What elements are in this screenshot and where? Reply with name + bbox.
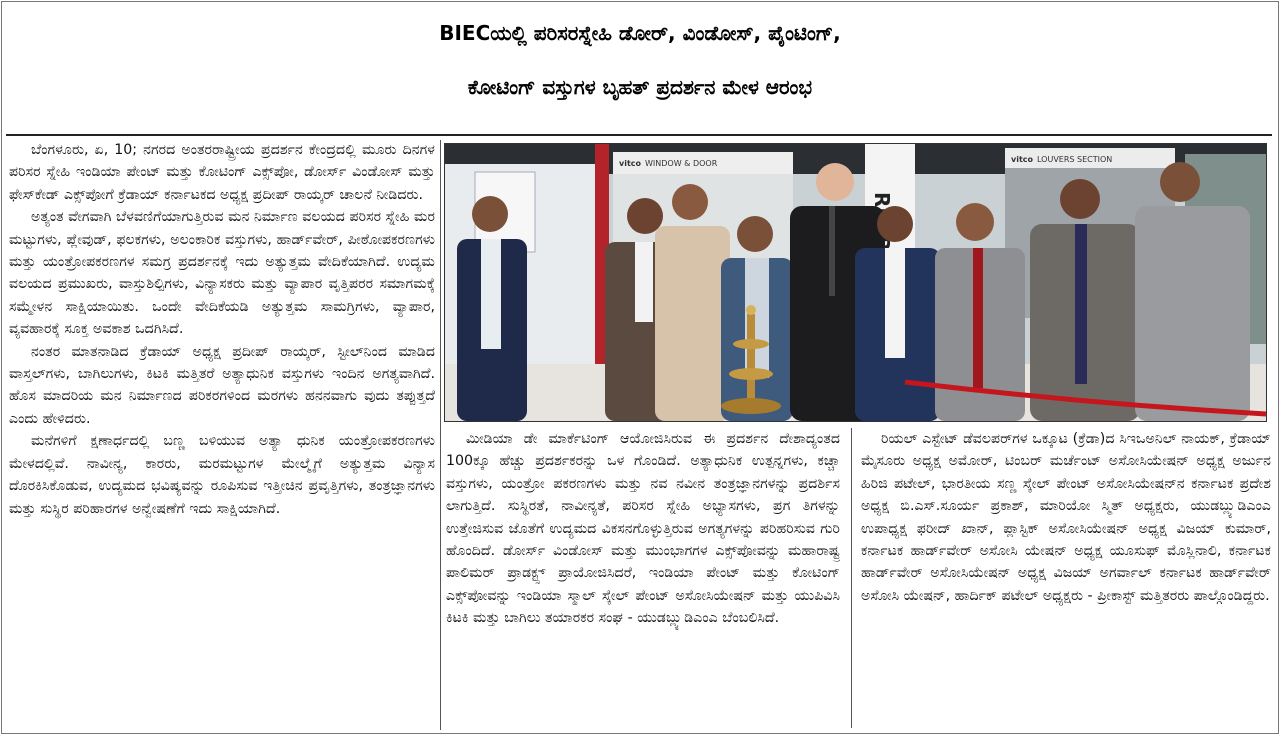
column-divider	[851, 428, 852, 728]
booth-label-right-section: LOUVERS SECTION	[1037, 155, 1113, 164]
paragraph: ರಿಯಲ್ ಎಸ್ಟೇಟ್ ಡೆವಲಪರ್‌ಗಳ ಒಕ್ಕೂಟ (ಕ್ರೆಡಾ)ದ ಸಿಇಒಅನಿಲ್ ನಾಯಕ್, ಕ್ರೆಡಾಯ್ ಮೈಸೂರು ಅಧ್ಯಕ್ಷ ಅಮೋರ್, ಟಿಂಬರ್ ಮರ್ಚೆಂಟ್ ಅಸೋಸಿಯೇಷನ್ ಅಧ್ಯಕ್ಷ ಅರ್ಜುನ ಹಿರಿಜಿ ಪಟೇಲ್, ಭಾರತೀಯ ಸಣ್ಣ ಸ್ಕೇಲ್ ಪೇಂಟ್ ಅಸೋಸಿಯೇಷನ್‌ನ ಕರ್ನಾಟಕ ಪ್ರದೇಶ ಅಧ್ಯಕ್ಷ ಬಿ.ಎಸ್.ಸೂರ್ಯ ಪ್ರಕಾಶ್, ಮಾರಿಯೋ ಸ್ಮಿತ್ ಅಧ್ಯಕ್ಷರು, ಯುಡಬ್ಲ್ಯುಡಿಎಂಎ ಉಪಾಧ್ಯಕ್ಷ ಫರೀದ್ ಖಾನ್, ಪ್ಲಾಸ್ಟಿಕ್ ಅಸೋಸಿಯೇಷನ್ ಅಧ್ಯಕ್ಷ ವಿಜಯ್ ಕುಮಾರ್, ಕರ್ನಾಟಕ ಹಾರ್ಡ್‌ವೇರ್ ಅಸೋಸಿ ಯೇಷನ್ ಅಧ್ಯಕ್ಷ ಯೂಸುಫ್ ಮೊಸ್ಲಿನಾಲಿ, ಕರ್ನಾಟಕ ಹಾರ್ಡ್‌ವೇರ್ ಅಸೋಸಿಯೇಷನ್ ಅಧ್ಯಕ್ಷ ವಿಜಯ್ ಅಗರ್ವಾಲ್ ಕರ್ನಾಟಕ ಹಾರ್ಡ್‌ವೇರ್ ಅಸೋಸಿ ಯೇಷನ್, ಹಾರ್ದಿಕ್ ಪಟೇಲ್ ಅಧ್ಯಕ್ಷರು - ಪ್ರೀಕಾಸ್ಟ್ ಮತ್ತಿತರರು ಪಾಲ್ಗೊಂಡಿದ್ದರು.	[861, 431, 1271, 604]
headline-line-1: BIECಯಲ್ಲಿ ಪರಿಸರಸ್ನೇಹಿ ಡೋರ್, ವಿಂಡೋಸ್, ಪೈಂಟಿಂಗ್,	[439, 21, 841, 45]
booth-label-left: vitco	[619, 159, 642, 168]
article-column-2	[446, 428, 840, 728]
article-column-1	[9, 139, 435, 729]
booth-label-right: vitco	[1011, 155, 1034, 164]
headline-line-2: ಕೋಟಿಂಗ್ ವಸ್ತುಗಳ ಬೃಹತ್ ಪ್ರದರ್ಶನ ಮೇಳ ಆರಂಭ	[467, 75, 813, 99]
headline	[10, 6, 1270, 114]
photo-illustration	[445, 144, 1266, 421]
news-photo	[444, 143, 1267, 422]
paragraph: ಮೀಡಿಯಾ ಡೇ ಮಾರ್ಕೆಟಿಂಗ್ ಆಯೋಜಿಸಿರುವ ಈ ಪ್ರದರ್ಶನ ದೇಶಾದ್ಯಂತದ 100ಕ್ಕೂ ಹೆಚ್ಚು ಪ್ರದರ್ಶಕರನ್ನು ಒಳ ಗೊಂಡಿದೆ. ಅತ್ಯಾಧುನಿಕ ಉತ್ಪನ್ನಗಳು, ಕಚ್ಚಾ ವಸ್ತುಗಳು, ಯಂತ್ರೋ ಪಕರಣಗಳು ಮತ್ತು ನವ ನವೀನ ತಂತ್ರಜ್ಞಾನಗಳನ್ನು ಪ್ರದರ್ಶಿಸ ಲಾಗುತ್ತಿದೆ. ಸುಸ್ಥಿರತೆ, ನಾವೀನ್ಯತೆ, ಪರಿಸರ ಸ್ನೇಹಿ ಅಭ್ಯಾಸಗಳು, ಪ್ರಗ ತಿಗಳನ್ನು ಉತ್ತೇಜಿಸುವ ಜೊತೆಗೆ ಉದ್ಯಮದ ವಿಕಸನಗೊಳ್ಳುತ್ತಿರುವ ಅಗತ್ಯಗಳನ್ನು ಪರಿಹರಿಸುವ ಗುರಿ ಹೊಂದಿದೆ. ಡೋರ್ಸ್ ವಿಂಡೋಸ್ ಮತ್ತು ಮುಂಭಾಗಗಳ ಎಕ್ಸ್‌ಪೋವನ್ನು ಮಹಾರಾಷ್ಟ್ರ ಪಾಲಿಮರ್ ಪ್ರಾಡಕ್ಟ್ಸ್ ಪ್ರಾಯೋಜಿಸಿದರೆ, ಇಂಡಿಯಾ ಪೇಂಟ್ ಮತ್ತು ಕೋಟಿಂಗ್ ಎಕ್ಸ್‌ಪೋವನ್ನು ಇಂಡಿಯಾ ಸ್ಮಾಲ್ ಸ್ಕೇಲ್ ಪೇಂಟ್ ಅಸೋಸಿಯೇಷನ್ ಮತ್ತು ಯುಪಿವಿಸಿ ಕಿಟಕಿ ಮತ್ತು ಬಾಗಿಲು ತಯಾರಕರ ಸಂಘ - ಯುಡಬ್ಲ್ಯುಡಿಎಂಎ ಬೆಂಬಲಿಸಿದೆ.	[446, 431, 840, 627]
paragraph: ಅತ್ಯಂತ ವೇಗವಾಗಿ ಬೆಳವಣಿಗೆಯಾಗುತ್ತಿರುವ ಮನ ನಿರ್ಮಾಣ ವಲಯದ ಪರಿಸರ ಸ್ನೇಹಿ ಮರ ಮಟ್ಟುಗಳು, ಪ್ಲೇವುಡ್, ಫಲಕಗಳು, ಅಲಂಕಾರಿಕ ವಸ್ತುಗಳು, ಹಾರ್ಡ್‌ವೇರ್, ಪೀಠೋಪಕರಣಗಳು ಮತ್ತು ಯಂತ್ರೋಪಕರಣಗಳ ಸಮಗ್ರ ಪ್ರದರ್ಶನಕ್ಕೆ ಇದು ಅತ್ಯುತ್ತಮ ವೇದಿಕೆಯಾಗಿದೆ. ಉದ್ಯಮ ವಲಯದ ಪ್ರಮುಖರು, ವಾಸ್ತುಶಿಲ್ಪಿಗಳು, ವಿನ್ಯಾಸಕರು ಮತ್ತು ವ್ಯಾಪಾರ ವೃತ್ತಿಪರರ ಸಮಾಗಮಕ್ಕೆ ಸಮ್ಮೇಳನ ಸಾಕ್ಷಿಯಾಯಿತು. ಒಂದೇ ವೇದಿಕೆಯಡಿ ಅತ್ಯುತ್ತಮ ಸಾಮಗ್ರಿಗಳು, ವ್ಯಾಪಾರ, ವ್ಯವಹಾರಕ್ಕೆ ಸೂಕ್ತ ಅವಕಾಶ ಒದಗಿಸಿದೆ.	[9, 209, 435, 338]
column-divider	[440, 140, 441, 730]
paragraph: ಬೆಂಗಳೂರು, ಏ, 10; ನಗರದ ಅಂತರರಾಷ್ಟ್ರೀಯ ಪ್ರದರ್ಶನ ಕೇಂದ್ರದಲ್ಲಿ ಮೂರು ದಿನಗಳ ಪರಿಸರ ಸ್ನೇಹಿ ಇಂಡಿಯಾ ಪೇಂಟ್ ಮತ್ತು ಕೋಟಿಂಗ್ ಎಕ್ಸ್‌ಪೋ, ಡೋರ್ಸ್ ವಿಂಡೋಸ್ ಮತ್ತು ಫೇಸ್‌ಕೇಡ್ ಎಕ್ಸ್‌ಪೋಗೆ ಕ್ರೆಡಾಯ್ ಕರ್ನಾಟಕದ ಅಧ್ಯಕ್ಷ ಪ್ರದೀಪ್ ರಾಯ್ಕರ್ ಚಾಲನೆ ನೀಡಿದರು.	[9, 142, 435, 203]
article-column-3	[861, 428, 1271, 728]
booth-label-left-section: WINDOW & DOOR	[645, 159, 718, 168]
headline-rule	[6, 134, 1272, 136]
paragraph: ನಂತರ ಮಾತನಾಡಿದ ಕ್ರೆಡಾಯ್ ಅಧ್ಯಕ್ಷ ಪ್ರದೀಪ್ ರಾಯ್ಕರ್, ಸ್ಟೀಲ್‌ನಿಂದ ಮಾಡಿದ ವಾಸ್ತಲ್‌ಗಳು, ಬಾಗಿಲುಗಳು, ಕಿಟಕಿ ಮತ್ತಿತರೆ ಅತ್ಯಾಧುನಿಕ ವಸ್ತುಗಳು ಇಂದಿನ ಅಗತ್ಯವಾಗಿದೆ. ಹೊಸ ಮಾದರಿಯ ಮನ ನಿರ್ಮಾಣದ ಪರಿಕರಗಳಿಂದ ಮರಗಳು ಹನನವಾಗು ವುದು ತಪ್ಪುತ್ತದೆ ಎಂದು ಹೇಳಿದರು.	[9, 343, 435, 427]
paragraph: ಮನೆಗಳಿಗೆ ಕ್ಷಣಾರ್ಧದಲ್ಲಿ ಬಣ್ಣ ಬಳಿಯುವ ಅತ್ಯಾ ಧುನಿಕ ಯಂತ್ರೋಪಕರಣಗಳು ಮೇಳದಲ್ಲಿವೆ. ನಾವೀನ್ಯ, ಕಾರರು, ಮರಮಟ್ಟುಗಳ ಮೇಲ್ಮೈಗೆ ಅತ್ಯುತ್ತಮ ವಿನ್ಯಾಸ ದೊರಕಿಸಿಕೊಡುವ, ಉದ್ಯಮದ ಭವಿಷ್ಯವನ್ನು ರೂಪಿಸುವ ಇತ್ತೀಚಿನ ಪ್ರವೃತ್ತಿಗಳು, ತಂತ್ರಜ್ಞಾನಗಳು ಮತ್ತು ಸುಸ್ಥಿರ ಪರಿಹಾರಗಳ ಅನ್ವೇಷಣೆಗೆ ಇದು ಸಾಕ್ಷಿಯಾಗಿದೆ.	[9, 433, 435, 517]
